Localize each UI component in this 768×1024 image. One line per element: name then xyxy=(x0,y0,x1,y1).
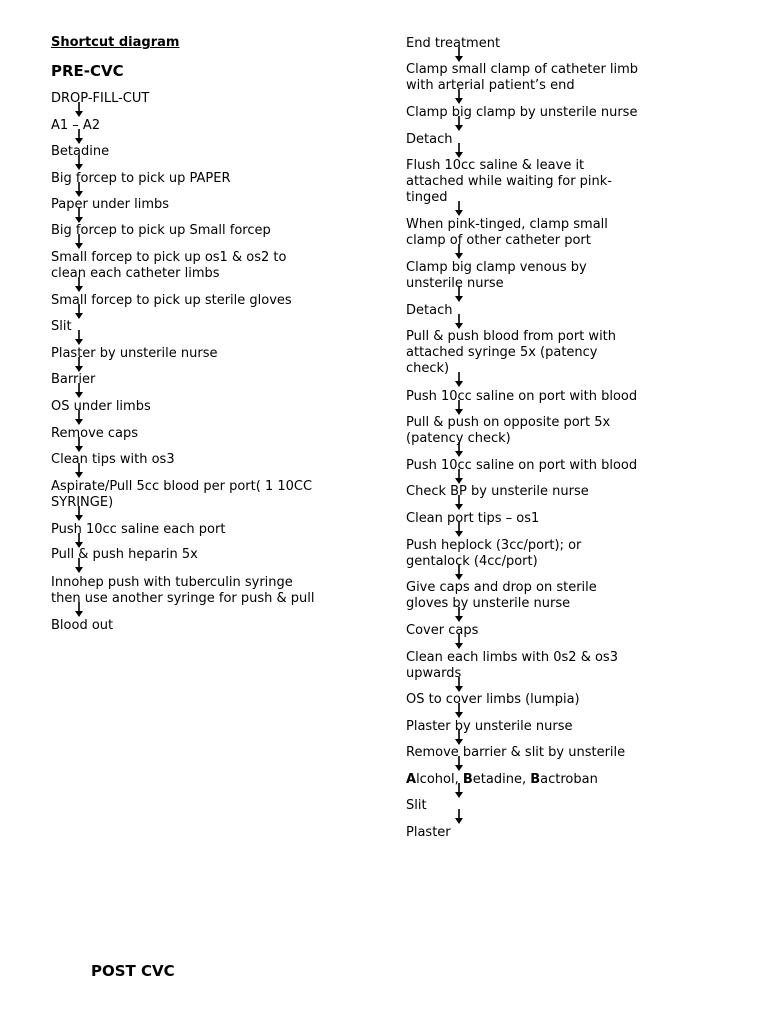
flow-step: Push 10cc saline on port with blood xyxy=(406,458,638,473)
arrow-down-icon xyxy=(454,565,464,581)
arrow-down-icon xyxy=(454,244,464,260)
flow-step: Paper under limbs xyxy=(51,197,170,212)
arrow-down-icon xyxy=(454,400,464,416)
arrow-down-icon xyxy=(74,155,84,171)
arrow-down-icon xyxy=(454,677,464,693)
flow-step: Plaster xyxy=(406,825,451,840)
arrow-down-icon xyxy=(454,89,464,105)
flow-step: Remove caps xyxy=(51,426,139,441)
flow-step: Clamp small clamp of catheter limb with arterial patient’s end xyxy=(406,62,639,93)
flow-step: Detach xyxy=(406,303,453,318)
arrow-down-icon xyxy=(454,756,464,772)
arrow-down-icon xyxy=(454,314,464,330)
flow-step: Barrier xyxy=(51,372,96,387)
flow-step: When pink-tinged, clamp small clamp of other catheter port xyxy=(406,217,608,248)
arrow-down-icon xyxy=(74,129,84,145)
flow-step: Slit xyxy=(406,798,427,813)
flow-step: Detach xyxy=(406,132,453,147)
arrow-down-icon xyxy=(454,372,464,388)
flow-step: A1 – A2 xyxy=(51,118,101,133)
arrow-down-icon xyxy=(74,234,84,250)
arrow-down-icon xyxy=(74,304,84,320)
arrow-down-icon xyxy=(454,469,464,485)
pre-cvc-heading: PRE-CVC xyxy=(51,62,124,80)
flow-step: Big forcep to pick up PAPER xyxy=(51,171,231,186)
post-cvc-heading: POST CVC xyxy=(91,962,175,980)
flow-step: DROP-FILL-CUT xyxy=(51,91,150,106)
arrow-down-icon xyxy=(454,783,464,799)
flow-step: Clean each limbs with 0s2 & os3 upwards xyxy=(406,650,618,681)
flow-step: Clamp big clamp by unsterile nurse xyxy=(406,105,638,120)
arrow-down-icon xyxy=(74,558,84,574)
arrow-down-icon xyxy=(454,287,464,303)
flow-step: Small forcep to pick up sterile gloves xyxy=(51,293,292,308)
arrow-down-icon xyxy=(74,437,84,453)
arrow-down-icon xyxy=(454,522,464,538)
flow-step: Plaster by unsterile nurse xyxy=(51,346,218,361)
flow-step: Push heplock (3cc/port); or gentalock (4cc/port) xyxy=(406,538,582,569)
arrow-down-icon xyxy=(74,463,84,479)
flow-step: Flush 10cc saline & leave it attached while waiting for pink- tinged xyxy=(406,158,612,205)
arrow-down-icon xyxy=(74,506,84,522)
arrow-down-icon xyxy=(454,143,464,159)
arrow-down-icon xyxy=(454,47,464,63)
arrow-down-icon xyxy=(74,410,84,426)
arrow-down-icon xyxy=(74,357,84,373)
flow-step: Small forcep to pick up os1 & os2 to clean each catheter limbs xyxy=(51,250,287,281)
flow-step: Slit xyxy=(51,319,72,334)
flow-step: Cover caps xyxy=(406,623,479,638)
arrow-down-icon xyxy=(454,730,464,746)
arrow-down-icon xyxy=(74,102,84,118)
arrow-down-icon xyxy=(454,703,464,719)
arrow-down-icon xyxy=(454,201,464,217)
arrow-down-icon xyxy=(74,330,84,346)
flow-step: Push 10cc saline on port with blood xyxy=(406,389,638,404)
flow-step: End treatment xyxy=(406,36,501,51)
flow-step: Innohep push with tuberculin syringe then use another syringe for push & pull xyxy=(51,575,315,606)
arrow-down-icon xyxy=(454,495,464,511)
flow-step: Remove barrier & slit by unsterile xyxy=(406,745,626,760)
flow-step: Push 10cc saline each port xyxy=(51,522,226,537)
arrow-down-icon xyxy=(454,607,464,623)
flow-step: Pull & push blood from port with attached syringe 5x (patency check) xyxy=(406,329,617,376)
arrow-down-icon xyxy=(454,442,464,458)
arrow-down-icon xyxy=(74,182,84,198)
arrow-down-icon xyxy=(74,383,84,399)
page-title: Shortcut diagram xyxy=(51,35,180,50)
flow-step: Pull & push on opposite port 5x (patency check) xyxy=(406,415,611,446)
flow-step: Pull & push heparin 5x xyxy=(51,547,198,562)
arrow-down-icon xyxy=(74,277,84,293)
flow-step: Plaster by unsterile nurse xyxy=(406,719,573,734)
arrow-down-icon xyxy=(454,116,464,132)
flow-step: Aspirate/Pull 5cc blood per port( 1 10CC SYRINGE) xyxy=(51,479,313,510)
flow-step: Check BP by unsterile nurse xyxy=(406,484,589,499)
arrow-down-icon xyxy=(74,208,84,224)
flow-step: Clean tips with os3 xyxy=(51,452,175,467)
flow-step: Give caps and drop on sterile gloves by unsterile nurse xyxy=(406,580,597,611)
flow-step: OS under limbs xyxy=(51,399,151,414)
flow-step: Clean port tips – os1 xyxy=(406,511,540,526)
flow-step: Clamp big clamp venous by unsterile nurse xyxy=(406,260,587,291)
flow-step: OS to cover limbs (lumpia) xyxy=(406,692,580,707)
flow-step: Alcohol, Betadine, Bactroban xyxy=(406,772,598,787)
arrow-down-icon xyxy=(454,809,464,825)
flow-step: Big forcep to pick up Small forcep xyxy=(51,223,271,238)
flow-step: Blood out xyxy=(51,618,114,633)
flow-step: Betadine xyxy=(51,144,110,159)
arrow-down-icon xyxy=(454,634,464,650)
arrow-down-icon xyxy=(74,602,84,618)
